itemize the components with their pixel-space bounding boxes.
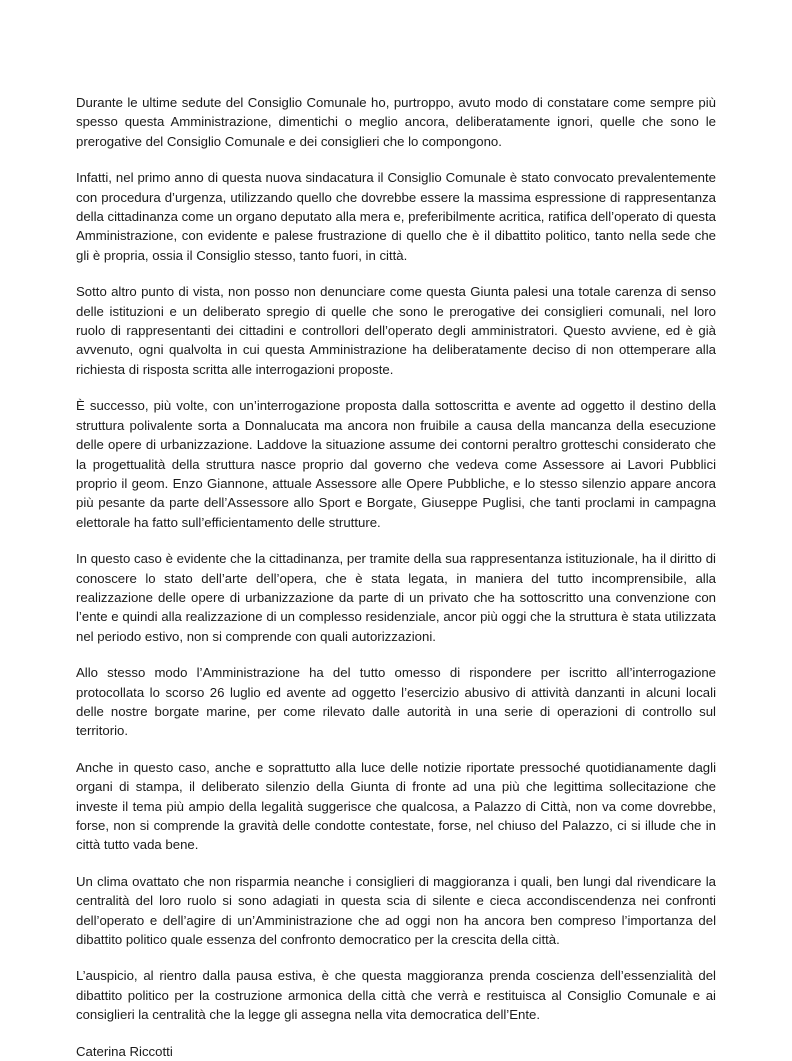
paragraph-3: Sotto altro punto di vista, non posso non denunciare come questa Giunta palesi una totale carenza di senso delle istituzioni e un deliberato spregio di quelle che sono le prerogative dei consiglieri comunali, nel loro ruolo di rappresentanti dei cittadini e controllori dell’operato degli amministratori. Questo avviene, ed è già avvenuto, ogni qualvolta in cui questa Amministrazione ha deliberatamente deciso di non ottemperare alla richiesta di risposta scritta alle interrogazioni proposte. xyxy=(76,284,716,377)
paragraph-9: L’auspicio, al rientro dalla pausa estiva, è che questa maggioranza prenda coscienza dell’essenzialità del dibattito politico per la costruzione armonica della città che verrà e restituisca al Consiglio Comunale e ai consiglieri la centralità che la legge gli assegna nella vita democratica dell’Ente. xyxy=(76,968,716,1023)
paragraph-2: Infatti, nel primo anno di questa nuova sindacatura il Consiglio Comunale è stato convocato prevalentemente con procedura d’urgenza, utilizzando quello che dovrebbe essere la massima espressione di rappresentanza della cittadinanza come un organo deputato alla mera e, preferibilmente acritica, ratifica dell’operato di questa Amministrazione, con evidente e palese frustrazione di quello che è il dibattito politico, tanto nella sede che gli è propria, ossia il Consiglio stesso, tanto fuori, in città. xyxy=(76,170,716,263)
signature: Caterina Riccotti xyxy=(76,1043,173,1059)
paragraph-7: Anche in questo caso, anche e soprattutto alla luce delle notizie riportate pressoché quotidianamente dagli organi di stampa, il deliberato silenzio della Giunta di fronte ad una più che legittima sollecitazione che investe il tema più ampio della legalità suggerisce che qualcosa, a Palazzo di Città, non va come dovrebbe, forse, non si comprende la gravità delle condotte contestate, forse, nel chiuso del Palazzo, ci si illude che in città tutto vada bene. xyxy=(76,759,716,853)
paragraph-5: In questo caso è evidente che la cittadinanza, per tramite della sua rappresentanza istituzionale, ha il diritto di conoscere lo stato dell’arte dell’opera, che è stata legata, in maniera del tutto incomprensibile, alla realizzazione delle opere di urbanizzazione da parte di un privato che ha sottoscritto una convenzione con l’ente e quindi alla realizzazione di un complesso residenziale, ancor più oggi che la struttura è stata utilizzata nel periodo estivo, non si comprende con quali autorizzazioni. xyxy=(76,551,716,644)
paragraph-8: Un clima ovattato che non risparmia neanche i consiglieri di maggioranza i quali, ben lungi dal rivendicare la centralità del loro ruolo si sono adagiati in questa scia di silente e cieca accondiscendenza nei confronti dell’operato e dell’agire di un’Amministrazione che ad oggi non ha ancora ben compreso l’importanza del dibattito politico quale essenza del confronto democratico per la crescita della città. xyxy=(76,873,716,948)
paragraph-6: Allo stesso modo l’Amministrazione ha del tutto omesso di rispondere per iscritto all’interrogazione protocollata lo scorso 26 luglio ed avente ad oggetto l’esercizio abusivo di attività danzanti in alcuni locali delle nostre borgate marine, per come rilevato dalle autorità in una serie di operazioni di controllo sul territorio. xyxy=(76,665,716,739)
paragraph-4: È successo, più volte, con un’interrogazione proposta dalla sottoscritta e avente ad oggetto il destino della struttura polivalente sorta a Donnalucata ma ancora non fruibile a causa della mancanza della esecuzione delle opere di urbanizzazione. Laddove la situazione assume dei contorni peraltro grotteschi considerato che la progettualità della struttura nasce proprio dal governo che vedeva come Assessore ai Lavori Pubblici proprio il geom. Enzo Giannone, attuale Assessore alle Opere Pubbliche, e lo stesso silenzio appare ancora più pesante da parte dell’Assessore allo Sport e Borgate, Giuseppe Puglisi, che tanti proclami in campagna elettorale ha fatto sull’efficientamento delle strutture. xyxy=(76,398,716,530)
paragraph-1: Durante le ultime sedute del Consiglio Comunale ho, purtroppo, avuto modo di constatare come sempre più spesso questa Amministrazione, dimentichi o meglio ancora, deliberatamente ignori, quelle che sono le prerogative del Consiglio Comunale e dei consiglieri che lo compongono. xyxy=(76,95,716,149)
